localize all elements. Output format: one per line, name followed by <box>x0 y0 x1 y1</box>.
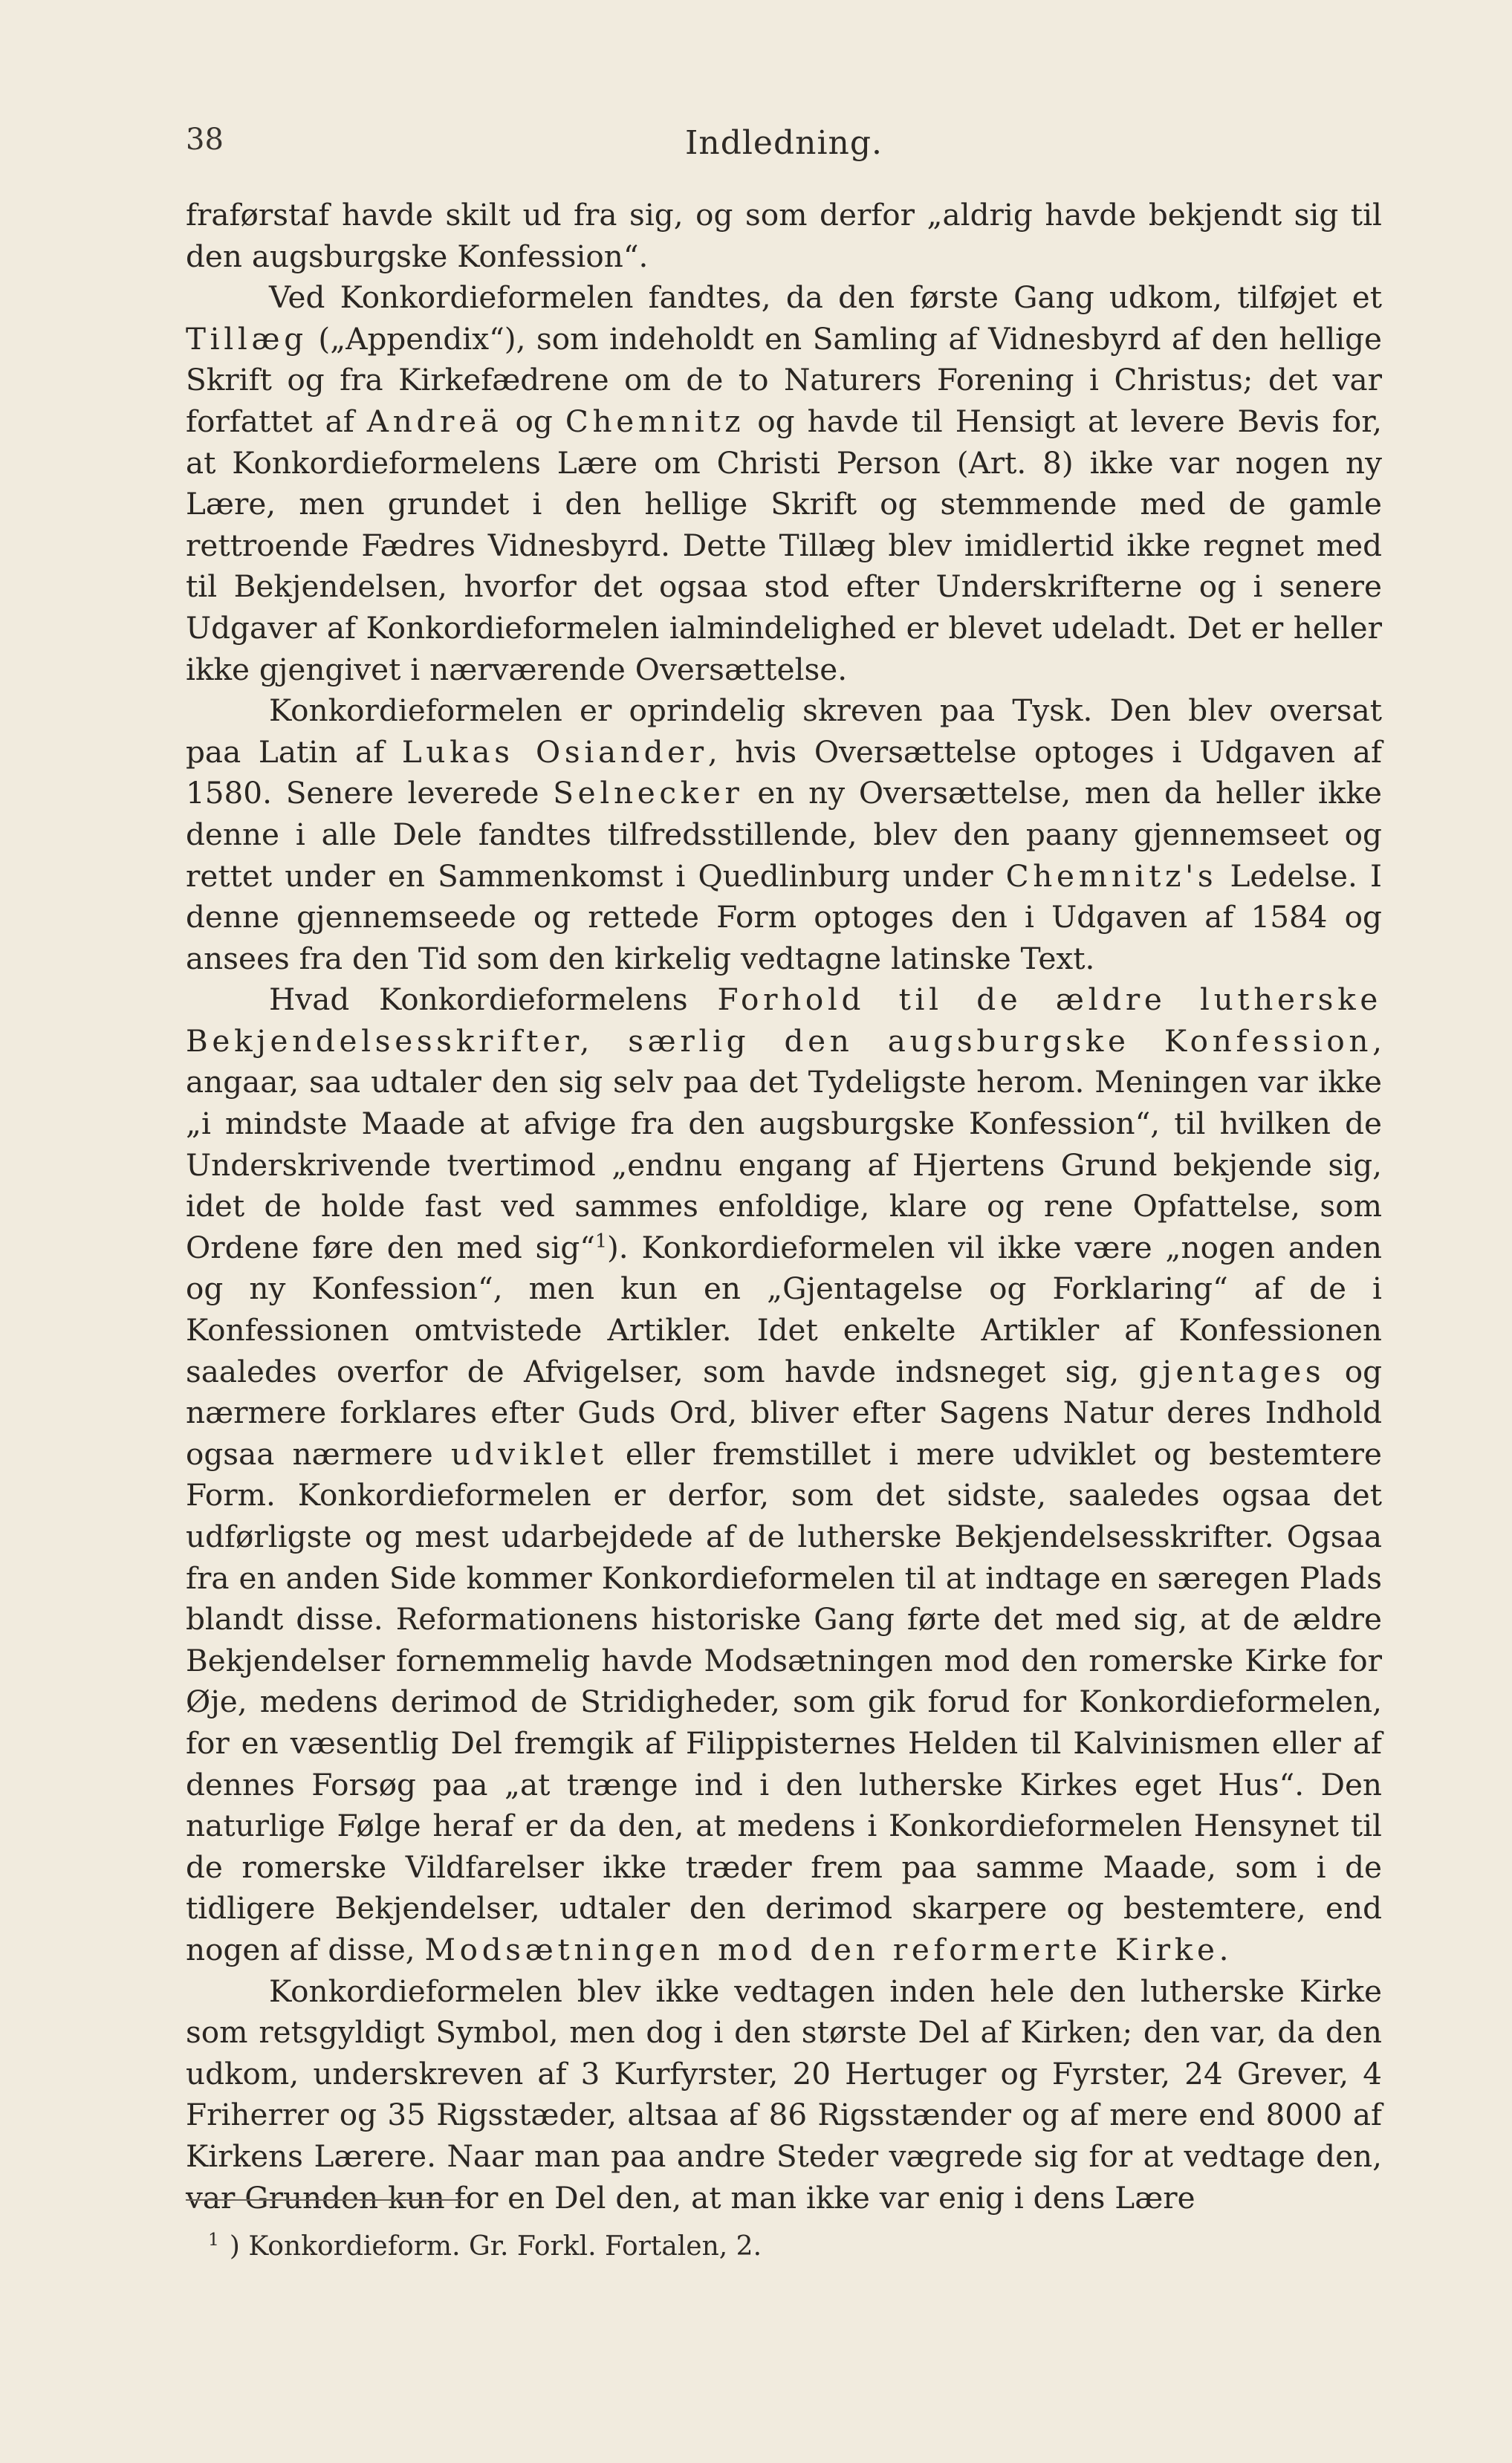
text-run: eller fremstillet i mere udviklet og bestemtere Form. Konkordieformelen er derfor, som det sidste, saaledes ogsaa det udførligste og mest udarbejdede af de lutherske Bekjendelsesskrifter. Ogsaa fra en anden Side kommer Konkordieformelen til at indtage en særegen Plads blandt disse. Reformationens historiske Gang førte det med sig, at de ældre Bekjendelser fornemmelig havde Modsætningen mod den romerske Kirke for Øje, medens derimod de Stridigheder, som gik forud for Konkordieformelen, for en væsentlig Del fremgik af Filippisternes Helden til Kalvinismen eller af dennes Forsøg paa „at trænge ind i den lutherske Kirkes eget Hus“. Den naturlige Følge heraf er da den, at medens i Konkordieformelen Hensynet til de romerske Vildfarelser ikke træder frem paa samme Maade, som i de tidligere Bekjendelser, udtaler den derimod skarpere og bestemtere, end nogen af disse, <box>186 1435 1383 1967</box>
text-run: Ledelse. I denne gjennemseede og rettede Form optoges den i Udgaven af 1584 og ansees fra den Tid som den kirkelig vedtagne latinske Text. <box>186 857 1382 976</box>
body-text <box>186 195 1382 2219</box>
text-run: Konkordieformelen er oprindelig skreven paa Tysk. Den blev oversat paa Latin af <box>186 692 1382 770</box>
text-run: , hvis Oversættelse optoges i Udgaven af 1580. Senere leverede <box>186 733 1382 811</box>
footnote-mark: 1 <box>208 2229 219 2250</box>
footnote <box>186 2222 1382 2265</box>
spaced-emphasis: udviklet <box>450 1435 608 1472</box>
spaced-emphasis: Chemnitz's <box>1005 857 1218 894</box>
footnote-text: ) Konkordieform. Gr. Forkl. Fortalen, 2. <box>229 2231 762 2262</box>
page-number: 38 <box>186 123 224 157</box>
spaced-emphasis: Andreä <box>366 403 503 439</box>
text-run: („Appendix“), som indeholdt en Samling af Vidnesbyrd af den hellige Skrift og fra Kirkefædrene om de to Naturers Forening i Christus; det var forfattet af <box>186 320 1382 439</box>
page-header <box>186 123 1382 167</box>
text-run: . <box>1219 1931 1229 1967</box>
spaced-emphasis: Selnecker <box>553 775 744 811</box>
text-run: og nærmere forklares efter Guds Ord, bliver efter Sagens Natur deres Indhold ogsaa nærmere <box>186 1353 1383 1472</box>
spaced-emphasis: Modsætningen mod den reformerte Kirke <box>424 1931 1219 1967</box>
spaced-emphasis: gjentages <box>1138 1353 1326 1389</box>
text-run: Konkordieformelen blev ikke vedtagen inden hele den lutherske Kirke som retsgyldigt Symbol, men dog i den største Del af Kirken; den var, da den udkom, underskreven af 3 Kurfyrster, 20 Hertuger og Fyrster, 24 Grever, 4 Friherrer og 35 Rigsstæder, altsaa af 86 Rigsstænder og af mere end 8000 af Kirkens Lærere. Naar man paa andre Steder vægrede sig for at vedtage den, var Grunden kun for en Del den, at man ikke var enig i dens Lære <box>186 1973 1382 2216</box>
footnote-rule <box>186 2199 468 2201</box>
running-head: Indledning. <box>684 124 883 162</box>
text-run: en ny Oversættelse, men da heller ikke denne i alle Dele fandtes tilfredsstillende, blev den paany gjennemseet og rettet under en Sammenkomst i Quedlinburg under <box>186 775 1382 894</box>
footnote-reference: 1 <box>595 1230 607 1252</box>
paragraph <box>186 690 1382 979</box>
paragraph <box>186 195 1382 277</box>
text-run: fraførstaf havde skilt ud fra sig, og som derfor „aldrig havde bekjendt sig til den augsburgske Konfession“. <box>186 197 1382 274</box>
paragraph <box>186 979 1382 1970</box>
spaced-emphasis: Tillæg <box>186 320 308 357</box>
spaced-emphasis: Lukas Osiander <box>401 733 708 770</box>
text-run: og <box>502 403 565 439</box>
spaced-emphasis: Forhold til de ældre lutherske Bekjendelsesskrifter, særlig den augsburgske Konfession <box>186 981 1382 1059</box>
text-run: ). Konkordieformelen vil ikke være „nogen anden og ny Konfession“, men kun en „Gjentagelse og Forklaring“ af de i Konfessionen omtvistede Artikler. Idet enkelte Artikler af Konfessionen saaledes overfor de Afvigelser, som havde indsneget sig, <box>186 1229 1382 1389</box>
text-run: Ved Konkordieformelen fandtes, da den første Gang udkom, tilføjet et <box>269 279 1382 316</box>
paragraph <box>186 277 1382 690</box>
text-run: Hvad Konkordieformelens <box>269 981 718 1018</box>
text-run: og havde til Hensigt at levere Bevis for, at Konkordieformelens Lære om Christi Person (Art. 8) ikke var nogen ny Lære, men grundet i den hellige Skrift og stemmende med de gamle rettroende Fædres Vidnesbyrd. Dette Tillæg blev imidlertid ikke regnet med til Bekjendelsen, hvorfor det ogsaa stod efter Underskrifterne og i senere Udgaver af Konkordieformelen ialmindelighed er blevet udeladt. Det er heller ikke gjengivet i nærværende Oversættelse. <box>186 403 1383 687</box>
text-run: , angaar, saa udtaler den sig selv paa det Tydeligste herom. Meningen var ikke „i mindste Maade at afvige fra den augsburgske Konfession“, til hvilken de Underskrivende tvertimod „endnu engang af Hjertens Grund bekjende sig, idet de holde fast ved sammes enfoldige, klare og rene Opfattelse, som Ordene føre den med sig“ <box>186 1022 1382 1265</box>
paragraph <box>186 1971 1382 2219</box>
spaced-emphasis: Chemnitz <box>565 403 745 439</box>
